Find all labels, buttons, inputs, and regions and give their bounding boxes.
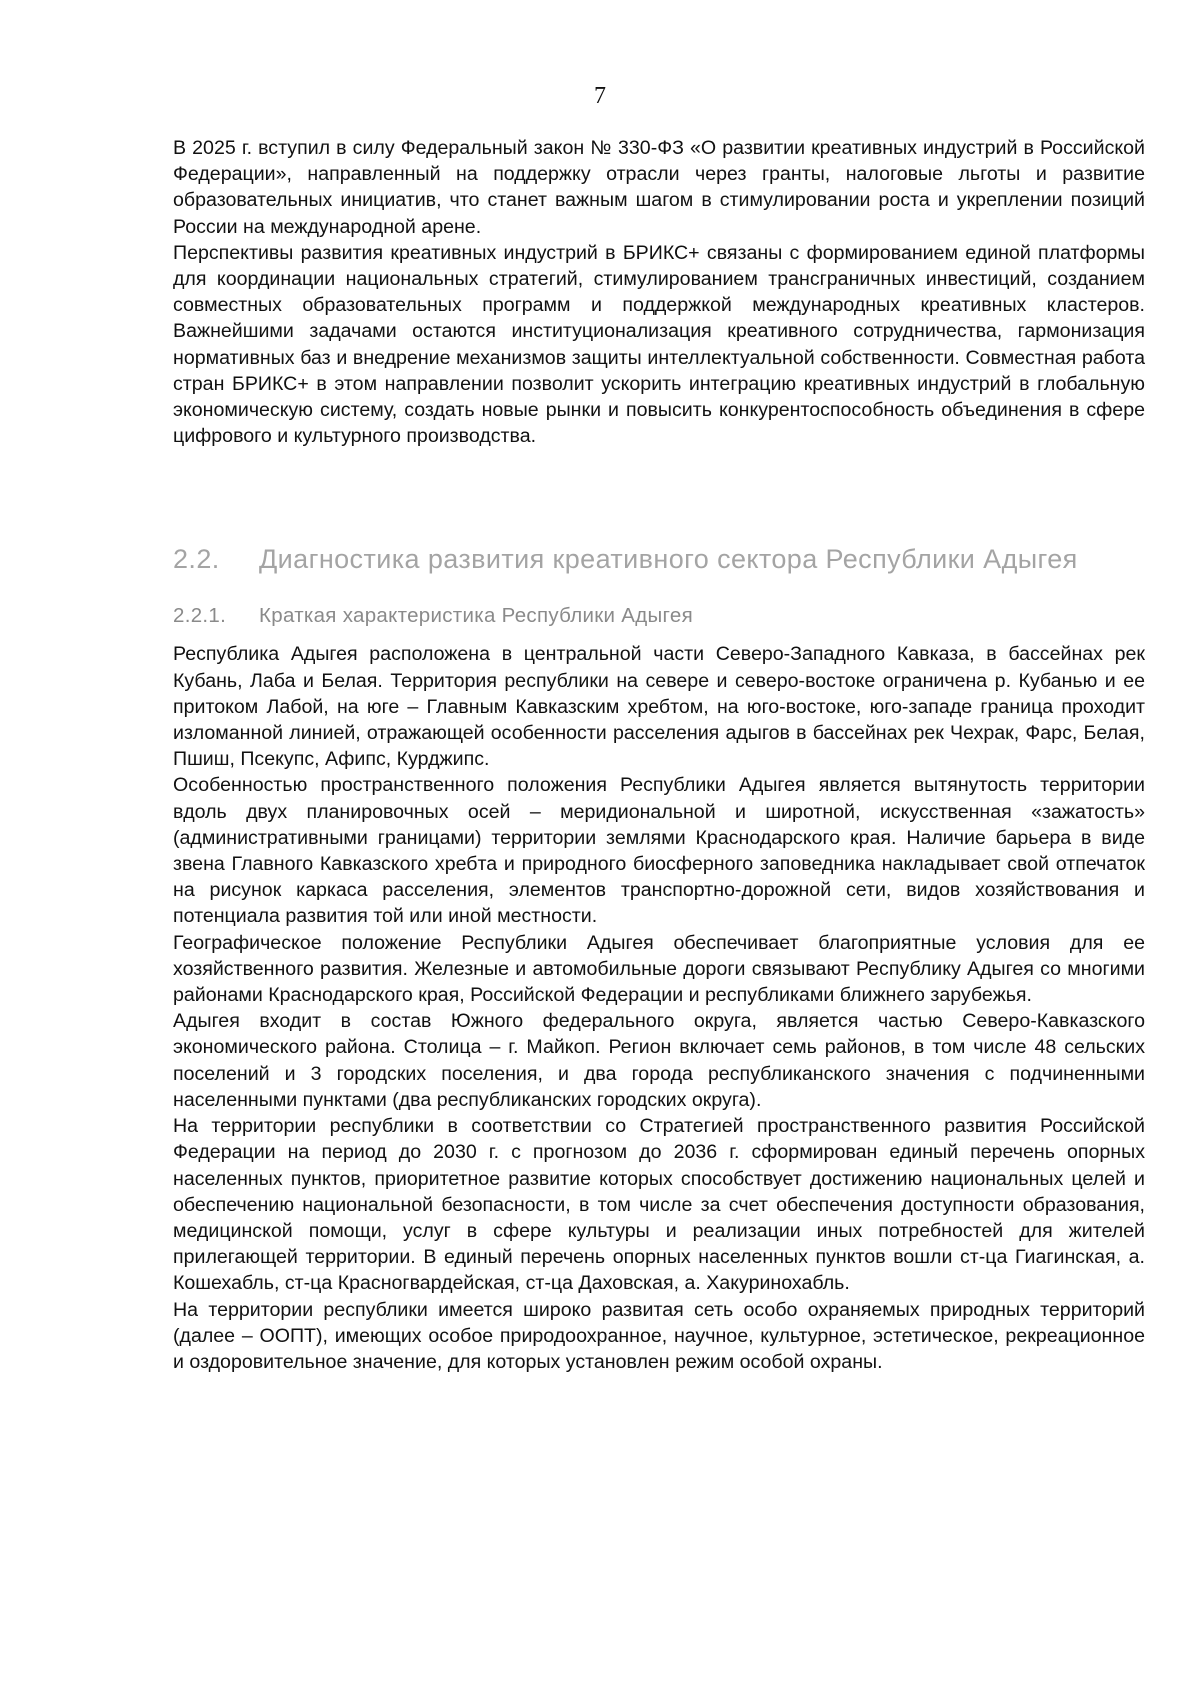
paragraph-location: Республика Адыгея расположена в центральной части Северо-Западного Кавказа, в бассейнах рек Кубань, Лаба и Белая. Территория республики на севере и северо-востоке ограничена р. Кубанью и ее притоком Лабой, на юге – Главным Кавказским хребтом, на юго-востоке, юго-западе граница проходит изломанной линией, отражающей особенности расселения адыгов в бассейнах рек Чехрак, Фарс, Белая, Пшиш, Псекупс, Афипс, Курджипс. [173,643,1145,771]
page-number: 7 [594,83,606,109]
paragraph-support-settlements: На территории республики в соответствии со Стратегией пространственного развития Российской Федерации на период до 2030 г. с прогнозом до 2036 г. сформирован единый перечень опорных населенных пунктов, приоритетное развитие которых способствует достижению национальных целей и обеспечению национальной безопасности, в том числе за счет обеспечения доступности образования, медицинской помощи, услуг в сфере культуры и реализации иных потребностей для жителей прилегающей территории. В единый перечень опорных населенных пунктов вошли ст-ца Гиагинская, а. Кошехабль, ст-ца Красногвардейская, ст-ца Даховская, а. Хакуринохабль. [173,1115,1145,1295]
paragraph-federal-law: В 2025 г. вступил в силу Федеральный закон № 330-ФЗ «О развитии креативных индустрий в Российской Федерации», направленный на поддержку отрасли через гранты, налоговые льготы и развитие образовательных инициатив, что станет важным шагом в стимулировании роста и укреплении позиций России на международной арене. [173,137,1145,238]
paragraph-brics-prospects: Перспективы развития креативных индустрий в БРИКС+ связаны с формированием единой платформы для координации национальных стратегий, стимулированием трансграничных инвестиций, созданием совместных образовательных программ и поддержкой международных креативных кластеров. Важнейшими задачами остаются институционализация креативного сотрудничества, гармонизация нормативных баз и внедрение механизмов защиты интеллектуальной собственности. Совместная работа стран БРИКС+ в этом направлении позволит ускорить интеграцию креативных индустрий в глобальную экономическую систему, создать новые рынки и повысить конкурентоспособность объединения в сфере цифрового и культурного производства. [173,241,1145,448]
section-heading [173,542,1145,576]
paragraph-geographic-position: Географическое положение Республики Адыгея обеспечивает благоприятные условия для ее хозяйственного развития. Железные и автомобильные дороги связывают Республику Адыгея со многими районами Краснодарского края, Российской Федерации и республиками ближнего зарубежья. [173,931,1145,1007]
subsection-number: 2.2.1. [173,604,227,628]
section-title: Диагностика развития креативного сектора Республики Адыгея [259,544,1078,575]
paragraph-protected-areas: На территории республики имеется широко развитая сеть особо охраняемых природных территорий (далее – ООПТ), имеющих особое природоохранное, научное, культурное, эстетическое, рекреационное и оздоровительное значение, для которых установлен режим особой охраны. [173,1298,1145,1373]
paragraph-spatial-position: Особенностью пространственного положения Республики Адыгея является вытянутость территории вдоль двух планировочных осей – меридиональной и широтной, искусственная «зажатость» (административными границами) территории землями Краснодарского края. Наличие барьера в виде звена Главного Кавказского хребта и природного биосферного заповедника накладывает свой отпечаток на рисунок каркаса расселения, элементов транспортно-дорожной сети, видов хозяйствования и потенциала развития той или иной местности. [173,774,1145,928]
section-2-2 [173,542,1145,1375]
subsection-title: Краткая характеристика Республики Адыгея [259,604,693,628]
document-body [173,135,1145,1375]
subsection-heading [173,603,1145,629]
paragraph-administrative: Адыгея входит в состав Южного федерального округа, является частью Северо-Кавказского экономического района. Столица – г. Майкоп. Регион включает семь районов, в том числе 48 сельских поселений и 3 городских поселения, и два города республиканского значения с подчиненными населенными пунктами (два республиканских городских округа). [173,1010,1145,1111]
section-number: 2.2. [173,544,220,575]
